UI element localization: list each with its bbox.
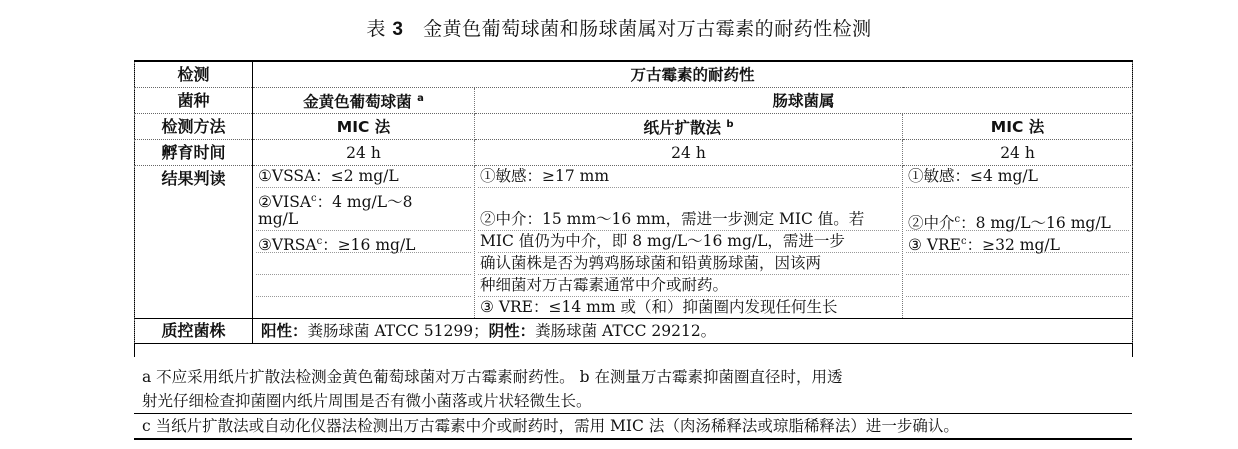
row-incubation	[135, 140, 1133, 166]
label-detect: 检测	[135, 61, 253, 88]
resistance-table	[134, 60, 1133, 344]
qc-positive-value: 粪肠球菌 ATCC 51299；	[307, 322, 489, 341]
incubation-2: 24 h	[475, 140, 903, 166]
label-method: 检测方法	[135, 114, 253, 140]
result-staph-empty	[256, 253, 471, 275]
table-bottom-rule	[134, 438, 1132, 440]
result-staph-line: $③VRSA^c$：≥16 mg/L	[256, 231, 471, 253]
label-qc: 质控菌株	[135, 319, 253, 344]
label-result: 结果判读	[135, 166, 253, 319]
result-mic	[903, 166, 1133, 319]
row-method	[135, 114, 1133, 140]
detect-value: 万古霉素的耐药性	[253, 61, 1133, 88]
result-staph-empty	[256, 297, 471, 318]
table-title-number: 3	[392, 19, 404, 40]
note-line-1: a 不应采用纸片扩散法检测金黄色葡萄球菌对万古霉素耐药性。 b 在测量万古霉素抑菌圈直径时，用透	[142, 368, 843, 386]
note-line-3: c 当纸片扩散法或自动化仪器法检测出万古霉素中介或耐药时，需用 MIC 法（肉汤稀释法或琼脂稀释法）进一步确认。	[134, 413, 1132, 438]
row-qc	[135, 319, 1133, 344]
result-staph-line: ①VSSA：≤2 mg/L	[256, 166, 471, 188]
result-staph-empty	[256, 275, 471, 297]
result-disk-line: ②中介：15 mm～16 mm，需进一步测定 MIC 值。若	[478, 209, 899, 231]
result-mic-line: ①敏感：≤4 mg/L	[906, 166, 1129, 188]
species-staph-sup: a	[417, 93, 424, 104]
species-staph	[253, 88, 475, 114]
method-mic-1: MIC 法	[253, 114, 475, 140]
result-mic-spacer	[906, 188, 1129, 209]
result-staph-line: mg/L	[256, 209, 471, 231]
result-mic-empty	[906, 253, 1129, 275]
result-staph-line: ②VISA$^c$：4 mg/L～8	[258, 193, 413, 212]
result-disk	[475, 166, 903, 319]
result-disk-line: ③ VRE：≤14 mm 或（和）抑菌圈内发现任何生长	[480, 298, 838, 317]
result-mic-empty	[906, 275, 1129, 297]
result-staph	[253, 166, 475, 319]
result-mic-line: ③ $VRE^c$：≥32 mg/L	[906, 231, 1129, 253]
note-line-2: 射光仔细检查抑菌圈内纸片周围是否有微小菌落或片状轻微生长。	[142, 392, 592, 410]
method-disk	[475, 114, 903, 140]
result-disk-line: MIC 值仍为中介，即 8 mg/L～16 mg/L，需进一步	[478, 231, 899, 253]
row-detect	[135, 61, 1133, 88]
row-result	[135, 166, 1133, 319]
result-mic-line: ②中介$^c$：8 mg/L～16 mg/L	[906, 209, 1129, 231]
label-species: 菌种	[135, 88, 253, 114]
qc-negative-value: 粪肠球菌 ATCC 29212。	[535, 322, 717, 341]
qc-positive-label: 阳性：	[261, 322, 308, 341]
result-disk-line: ①敏感：≥17 mm	[478, 166, 899, 188]
incubation-1: 24 h	[253, 140, 475, 166]
result-disk-line: 种细菌对万古霉素通常中介或耐药。	[478, 275, 899, 297]
species-staph-text: 金黄色葡萄球菌	[303, 93, 412, 112]
method-disk-sup: b	[726, 119, 734, 131]
label-incubation: 孵育时间	[135, 140, 253, 166]
table-title-text: 金黄色葡萄球菌和肠球菌属对万古霉素的耐药性检测	[423, 18, 872, 40]
table-notes	[134, 357, 1132, 438]
qc-value	[253, 319, 1133, 344]
incubation-3: 24 h	[903, 140, 1133, 166]
method-mic-2: MIC 法	[903, 114, 1133, 140]
table-title	[0, 14, 1238, 41]
result-disk-spacer	[478, 188, 899, 209]
species-enterococcus: 肠球菌属	[475, 88, 1133, 114]
table-title-prefix: 表	[366, 18, 386, 40]
method-disk-text: 纸片扩散法	[643, 119, 721, 138]
result-mic-empty	[906, 297, 1129, 318]
row-species	[135, 88, 1133, 114]
qc-negative-label: 阴性：	[488, 322, 536, 341]
result-disk-line: 确认菌株是否为鹑鸡肠球菌和铅黄肠球菌，因该两	[478, 253, 899, 275]
